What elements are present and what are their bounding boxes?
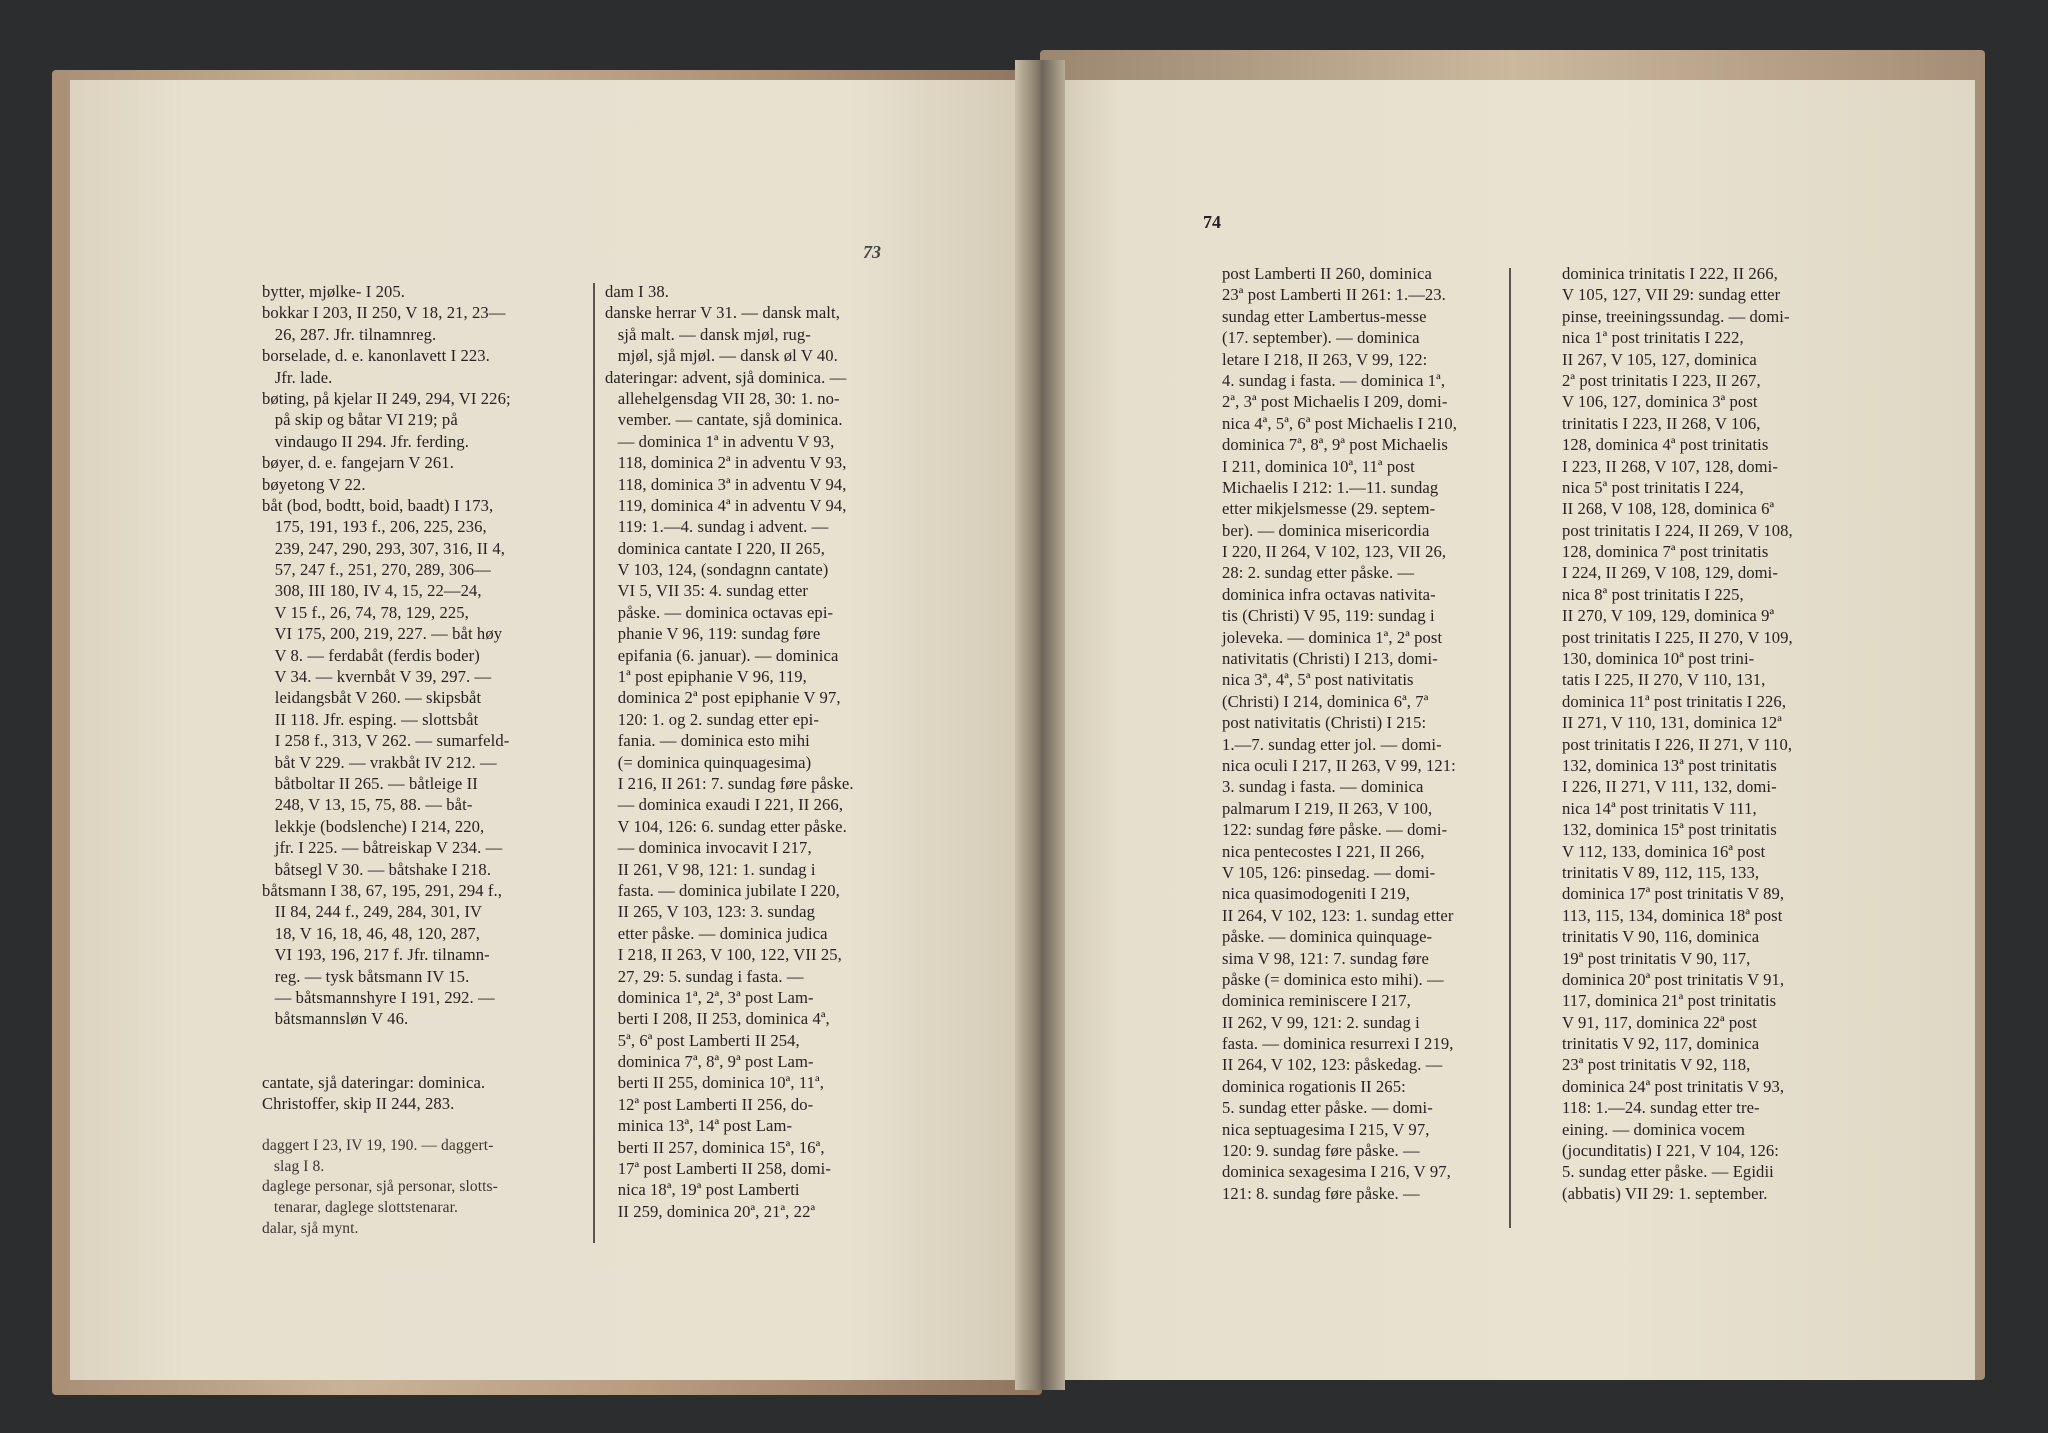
index-line: 4. sundag i fasta. — dominica 1ª, xyxy=(1222,370,1446,390)
index-line: båtsmann I 38, 67, 195, 291, 294 f., xyxy=(262,880,503,900)
index-line: dominica 1ª, 2ª, 3ª post Lam- xyxy=(605,987,814,1007)
index-line: sjå malt. — dansk mjøl, rug- xyxy=(605,324,811,344)
index-line: II 265, V 103, 123: 3. sundag xyxy=(605,902,816,922)
index-line: 5. sundag etter påske. — Egidii xyxy=(1562,1162,1774,1182)
index-line: dominica 11ª post trinitatis I 226, xyxy=(1562,691,1787,711)
index-line: berti II 257, dominica 15ª, 16ª, xyxy=(605,1137,825,1157)
left-page-column-2 xyxy=(605,281,854,1222)
index-line: II 84, 244 f., 249, 284, 301, IV xyxy=(262,902,483,922)
index-line: bokkar I 203, II 250, V 18, 21, 23— xyxy=(262,303,506,323)
index-line: I 226, II 271, V 111, 132, domi- xyxy=(1562,777,1777,797)
index-line: Christoffer, skip II 244, 283. xyxy=(262,1094,455,1114)
index-line: II 267, V 105, 127, dominica xyxy=(1562,349,1757,369)
index-line: 26, 287. Jfr. tilnamnreg. xyxy=(262,324,437,344)
index-line: nica 8ª post trinitatis I 225, xyxy=(1562,584,1744,604)
index-line: vember. — cantate, sjå dominica. xyxy=(605,410,843,430)
index-line: 117, dominica 21ª post trinitatis xyxy=(1562,991,1777,1011)
index-line: danske herrar V 31. — dansk malt, xyxy=(605,303,840,323)
index-line: dominica trinitatis I 222, II 266, xyxy=(1562,264,1778,283)
index-line: 23ª post Lamberti II 261: 1.—23. xyxy=(1222,285,1446,305)
index-line: VI 5, VII 35: 4. sundag etter xyxy=(605,581,809,601)
index-line: sundag etter Lambertus-messe xyxy=(1222,306,1427,326)
index-line: etter mikjelsmesse (29. septem- xyxy=(1222,499,1436,519)
index-line: vindaugo II 294. Jfr. ferding. xyxy=(262,431,469,451)
index-line: (Christi) I 214, dominica 6ª, 7ª xyxy=(1222,691,1429,711)
index-line: post trinitatis I 225, II 270, V 109, xyxy=(1562,627,1793,647)
index-line: 175, 191, 193 f., 206, 225, 236, xyxy=(262,517,487,537)
index-line: nica 3ª, 4ª, 5ª post nativitatis xyxy=(1222,670,1414,690)
index-line: lekkje (bodslenche) I 214, 220, xyxy=(262,816,485,836)
index-line: ber). — dominica misericordia xyxy=(1222,520,1430,540)
index-line: post nativitatis (Christi) I 215: xyxy=(1222,713,1427,733)
index-line: 239, 247, 290, 293, 307, 316, II 4, xyxy=(262,538,506,558)
index-line: jfr. I 225. — båtreiskap V 234. — xyxy=(262,838,503,858)
index-line: post Lamberti II 260, dominica xyxy=(1222,264,1432,283)
index-line: 113, 115, 134, dominica 18ª post xyxy=(1562,905,1783,925)
index-line: II 268, V 108, 128, dominica 6ª xyxy=(1562,499,1775,519)
index-line: V 106, 127, dominica 3ª post xyxy=(1562,392,1758,412)
index-line: nica 1ª post trinitatis I 222, xyxy=(1562,328,1744,348)
index-line: nica 14ª post trinitatis V 111, xyxy=(1562,798,1757,818)
index-line: 5ª, 6ª post Lamberti II 254, xyxy=(605,1030,800,1050)
index-line: (17. september). — dominica xyxy=(1222,328,1420,348)
right-page-number: 74 xyxy=(1203,212,1221,232)
index-line: II 259, dominica 20ª, 21ª, 22ª xyxy=(605,1201,816,1221)
index-line: nica 5ª post trinitatis I 224, xyxy=(1562,477,1744,497)
left-page-column-1-tail xyxy=(262,1072,485,1115)
index-line: 2ª post trinitatis I 223, II 267, xyxy=(1562,370,1761,390)
index-line: bøyer, d. e. fangejarn V 261. xyxy=(262,453,454,473)
index-line: daglege personar, sjå personar, slotts- xyxy=(262,1178,498,1196)
index-line: 3. sundag i fasta. — dominica xyxy=(1222,777,1424,797)
index-line: 128, dominica 7ª post trinitatis xyxy=(1562,542,1769,562)
index-line: mjøl, sjå mjøl. — dansk øl V 40. xyxy=(605,346,838,366)
index-line: II 261, V 98, 121: 1. sundag i xyxy=(605,859,816,879)
index-line: (= dominica quinquagesima) xyxy=(605,752,812,772)
index-line: 118: 1.—24. sundag etter tre- xyxy=(1562,1098,1760,1118)
index-line: dominica rogationis II 265: xyxy=(1222,1076,1406,1096)
index-line: 132, dominica 15ª post trinitatis xyxy=(1562,820,1777,840)
index-line: nativitatis (Christi) I 213, domi- xyxy=(1222,649,1438,669)
index-line: VI 193, 196, 217 f. Jfr. tilnamn- xyxy=(262,945,490,965)
index-line: VI 175, 200, 219, 227. — båt høy xyxy=(262,624,503,644)
index-line: 118, dominica 2ª in adventu V 93, xyxy=(605,453,847,473)
index-line: pinse, treeiningssundag. — domi- xyxy=(1562,306,1790,326)
index-line: V 91, 117, dominica 22ª post xyxy=(1562,1012,1757,1032)
index-line: sima V 98, 121: 7. sundag føre xyxy=(1222,948,1430,968)
index-line: letare I 218, II 263, V 99, 122: xyxy=(1222,349,1428,369)
index-line: båtsmannsløn V 46. xyxy=(262,1009,409,1029)
index-line: trinitatis V 92, 117, dominica xyxy=(1562,1034,1760,1054)
index-line: reg. — tysk båtsmann IV 15. xyxy=(262,966,470,986)
index-line: 121: 8. sundag føre påske. — xyxy=(1222,1183,1420,1203)
index-line: eining. — dominica vocem xyxy=(1562,1119,1746,1139)
right-column-divider xyxy=(1509,268,1511,1228)
index-line: påske (= dominica esto mihi). — xyxy=(1222,969,1444,989)
index-line: (jocunditatis) I 221, V 104, 126: xyxy=(1562,1141,1780,1161)
index-line: nica septuagesima I 215, V 97, xyxy=(1222,1119,1430,1139)
index-line: 27, 29: 5. sundag i fasta. — xyxy=(605,966,804,986)
index-line: dalar, sjå mynt. xyxy=(262,1219,359,1237)
index-line: dam I 38. xyxy=(605,282,670,301)
index-line: dominica 7ª, 8ª, 9ª post Lam- xyxy=(605,1052,814,1072)
right-page-column-2 xyxy=(1562,263,1793,1204)
index-line: allehelgensdag VII 28, 30: 1. no- xyxy=(605,388,840,408)
index-line: dominica 7ª, 8ª, 9ª post Michaelis xyxy=(1222,435,1448,455)
index-line: II 264, V 102, 123: 1. sundag etter xyxy=(1222,905,1454,925)
index-line: dominica reminiscere I 217, xyxy=(1222,991,1411,1011)
right-page-column-1 xyxy=(1222,263,1457,1204)
index-line: I 216, II 261: 7. sundag føre påske. xyxy=(605,773,854,793)
index-line: 132, dominica 13ª post trinitatis xyxy=(1562,755,1777,775)
index-line: dominica 2ª post epiphanie V 97, xyxy=(605,688,841,708)
index-line: trinitatis V 90, 116, dominica xyxy=(1562,927,1760,947)
index-line: V 112, 133, dominica 16ª post xyxy=(1562,841,1766,861)
index-line: 122: sundag føre påske. — domi- xyxy=(1222,820,1448,840)
index-line: dateringar: advent, sjå dominica. — xyxy=(605,367,847,387)
left-page-column-1-small xyxy=(262,1136,498,1239)
index-line: nica 18ª, 19ª post Lamberti xyxy=(605,1180,800,1200)
index-line: 119: 1.—4. sundag i advent. — xyxy=(605,517,829,537)
index-line: I 224, II 269, V 108, 129, domi- xyxy=(1562,563,1778,583)
index-line: nica quasimodogeniti I 219, xyxy=(1222,884,1410,904)
index-line: II 264, V 102, 123: påskedag. — xyxy=(1222,1055,1443,1075)
index-line: fasta. — dominica jubilate I 220, xyxy=(605,880,840,900)
index-line: borselade, d. e. kanonlavett I 223. xyxy=(262,346,490,366)
index-line: 120: 1. og 2. sundag etter epi- xyxy=(605,709,820,729)
index-line: dominica infra octavas nativita- xyxy=(1222,584,1436,604)
index-line: — båtsmannshyre I 191, 292. — xyxy=(262,987,495,1007)
index-line: phanie V 96, 119: sundag føre xyxy=(605,624,821,644)
index-line: båtsegl V 30. — båtshake I 218. xyxy=(262,859,492,879)
index-line: tenarar, daglege slottstenarar. xyxy=(262,1199,459,1217)
index-line: II 118. Jfr. esping. — slottsbåt xyxy=(262,709,479,729)
index-line: epifania (6. januar). — dominica xyxy=(605,645,839,665)
index-line: I 218, II 263, V 100, 122, VII 25, xyxy=(605,945,842,965)
index-line: — dominica invocavit I 217, xyxy=(605,838,812,858)
left-page xyxy=(70,80,1045,1380)
index-line: tis (Christi) V 95, 119: sundag i xyxy=(1222,606,1435,626)
index-line: 308, III 180, IV 4, 15, 22—24, xyxy=(262,581,482,601)
index-line: 57, 247 f., 251, 270, 289, 306— xyxy=(262,560,491,580)
index-line: II 270, V 109, 129, dominica 9ª xyxy=(1562,606,1775,626)
index-line: 1ª post epiphanie V 96, 119, xyxy=(605,667,807,687)
index-line: trinitatis V 89, 112, 115, 133, xyxy=(1562,862,1760,882)
index-line: V 8. — ferdabåt (ferdis boder) xyxy=(262,645,480,665)
left-column-divider xyxy=(593,283,595,1243)
index-line: nica oculi I 217, II 263, V 99, 121: xyxy=(1222,755,1456,775)
index-line: berti I 208, II 253, dominica 4ª, xyxy=(605,1009,830,1029)
left-page-number: 73 xyxy=(863,242,881,262)
index-line: V 104, 126: 6. sundag etter påske. xyxy=(605,816,847,836)
index-line: Jfr. lade. xyxy=(262,367,333,387)
index-line: Michaelis I 212: 1.—11. sundag xyxy=(1222,477,1439,497)
index-line: 19ª post trinitatis V 90, 117, xyxy=(1562,948,1751,968)
index-line: V 105, 127, VII 29: sundag etter xyxy=(1562,285,1781,305)
index-line: (abbatis) VII 29: 1. september. xyxy=(1562,1183,1768,1203)
index-line: etter påske. — dominica judica xyxy=(605,923,828,943)
index-line: — dominica 1ª in adventu V 93, xyxy=(605,431,835,451)
index-line: bøting, på kjelar II 249, 294, VI 226; xyxy=(262,388,511,408)
index-line: slag I 8. xyxy=(262,1157,325,1175)
index-line: påske. — dominica quinquage- xyxy=(1222,927,1433,947)
index-line: dominica 24ª post trinitatis V 93, xyxy=(1562,1076,1785,1096)
index-line: 248, V 13, 15, 75, 88. — båt- xyxy=(262,795,473,815)
index-line: 128, dominica 4ª post trinitatis xyxy=(1562,435,1769,455)
index-line: dominica 20ª post trinitatis V 91, xyxy=(1562,969,1785,989)
index-line: 119, dominica 4ª in adventu V 94, xyxy=(605,495,847,515)
index-line: I 220, II 264, V 102, 123, VII 26, xyxy=(1222,542,1447,562)
index-line: 118, dominica 3ª in adventu V 94, xyxy=(605,474,847,494)
index-line: 28: 2. sundag etter påske. — xyxy=(1222,563,1415,583)
index-line: tatis I 225, II 270, V 110, 131, xyxy=(1562,670,1766,690)
index-line: II 271, V 110, 131, dominica 12ª xyxy=(1562,713,1782,733)
index-line: V 105, 126: pinsedag. — domi- xyxy=(1222,862,1436,882)
index-line: — dominica exaudi I 221, II 266, xyxy=(605,795,844,815)
index-line: dominica 17ª post trinitatis V 89, xyxy=(1562,884,1785,904)
index-line: berti II 255, dominica 10ª, 11ª, xyxy=(605,1073,824,1093)
index-line: bytter, mjølke- I 205. xyxy=(262,282,406,301)
index-line: 23ª post trinitatis V 92, 118, xyxy=(1562,1055,1751,1075)
index-line: minica 13ª, 14ª post Lam- xyxy=(605,1116,793,1136)
index-line: på skip og båtar VI 219; på xyxy=(262,410,458,430)
index-line: 2ª, 3ª post Michaelis I 209, domi- xyxy=(1222,392,1448,412)
index-line: båtboltar II 265. — båtleige II xyxy=(262,773,478,793)
index-line: daggert I 23, IV 19, 190. — daggert- xyxy=(262,1137,494,1154)
index-line: dominica sexagesima I 216, V 97, xyxy=(1222,1162,1451,1182)
index-line: 5. sundag etter påske. — domi- xyxy=(1222,1098,1433,1118)
index-line: 12ª post Lamberti II 256, do- xyxy=(605,1094,814,1114)
index-line: post trinitatis I 226, II 271, V 110, xyxy=(1562,734,1793,754)
index-line: påske. — dominica octavas epi- xyxy=(605,602,834,622)
index-line: dominica cantate I 220, II 265, xyxy=(605,538,825,558)
index-line: trinitatis I 223, II 268, V 106, xyxy=(1562,413,1761,433)
index-line: palmarum I 219, II 263, V 100, xyxy=(1222,798,1433,818)
index-line: båt (bod, bodtt, boid, baadt) I 173, xyxy=(262,495,494,515)
index-line: V 15 f., 26, 74, 78, 129, 225, xyxy=(262,602,469,622)
index-line: fania. — dominica esto mihi xyxy=(605,731,810,751)
index-line: V 34. — kvernbåt V 39, 297. — xyxy=(262,667,492,687)
index-line: 18, V 16, 18, 46, 48, 120, 287, xyxy=(262,923,481,943)
index-line: nica pentecostes I 221, II 266, xyxy=(1222,841,1425,861)
index-line: V 103, 124, (sondagnn cantate) xyxy=(605,560,829,580)
index-line: II 262, V 99, 121: 2. sundag i xyxy=(1222,1012,1420,1032)
index-line: 17ª post Lamberti II 258, domi- xyxy=(605,1159,831,1179)
index-line: båt V 229. — vrakbåt IV 212. — xyxy=(262,752,497,772)
left-page-column-1 xyxy=(262,281,511,1030)
index-line: 130, dominica 10ª post trini- xyxy=(1562,649,1755,669)
index-line: I 258 f., 313, V 262. — sumarfeld- xyxy=(262,731,510,751)
index-line: joleveka. — dominica 1ª, 2ª post xyxy=(1222,627,1443,647)
book-gutter xyxy=(1015,60,1065,1390)
index-line: post trinitatis I 224, II 269, V 108, xyxy=(1562,520,1793,540)
index-line: cantate, sjå dateringar: dominica. xyxy=(262,1073,486,1092)
index-line: nica 4ª, 5ª, 6ª post Michaelis I 210, xyxy=(1222,413,1457,433)
index-line: 120: 9. sundag føre påske. — xyxy=(1222,1141,1420,1161)
index-line: I 223, II 268, V 107, 128, domi- xyxy=(1562,456,1778,476)
index-line: I 211, dominica 10ª, 11ª post xyxy=(1222,456,1415,476)
index-line: bøyetong V 22. xyxy=(262,474,366,494)
index-line: fasta. — dominica resurrexi I 219, xyxy=(1222,1034,1454,1054)
index-line: leidangsbåt V 260. — skipsbåt xyxy=(262,688,482,708)
index-line: 1.—7. sundag etter jol. — domi- xyxy=(1222,734,1442,754)
